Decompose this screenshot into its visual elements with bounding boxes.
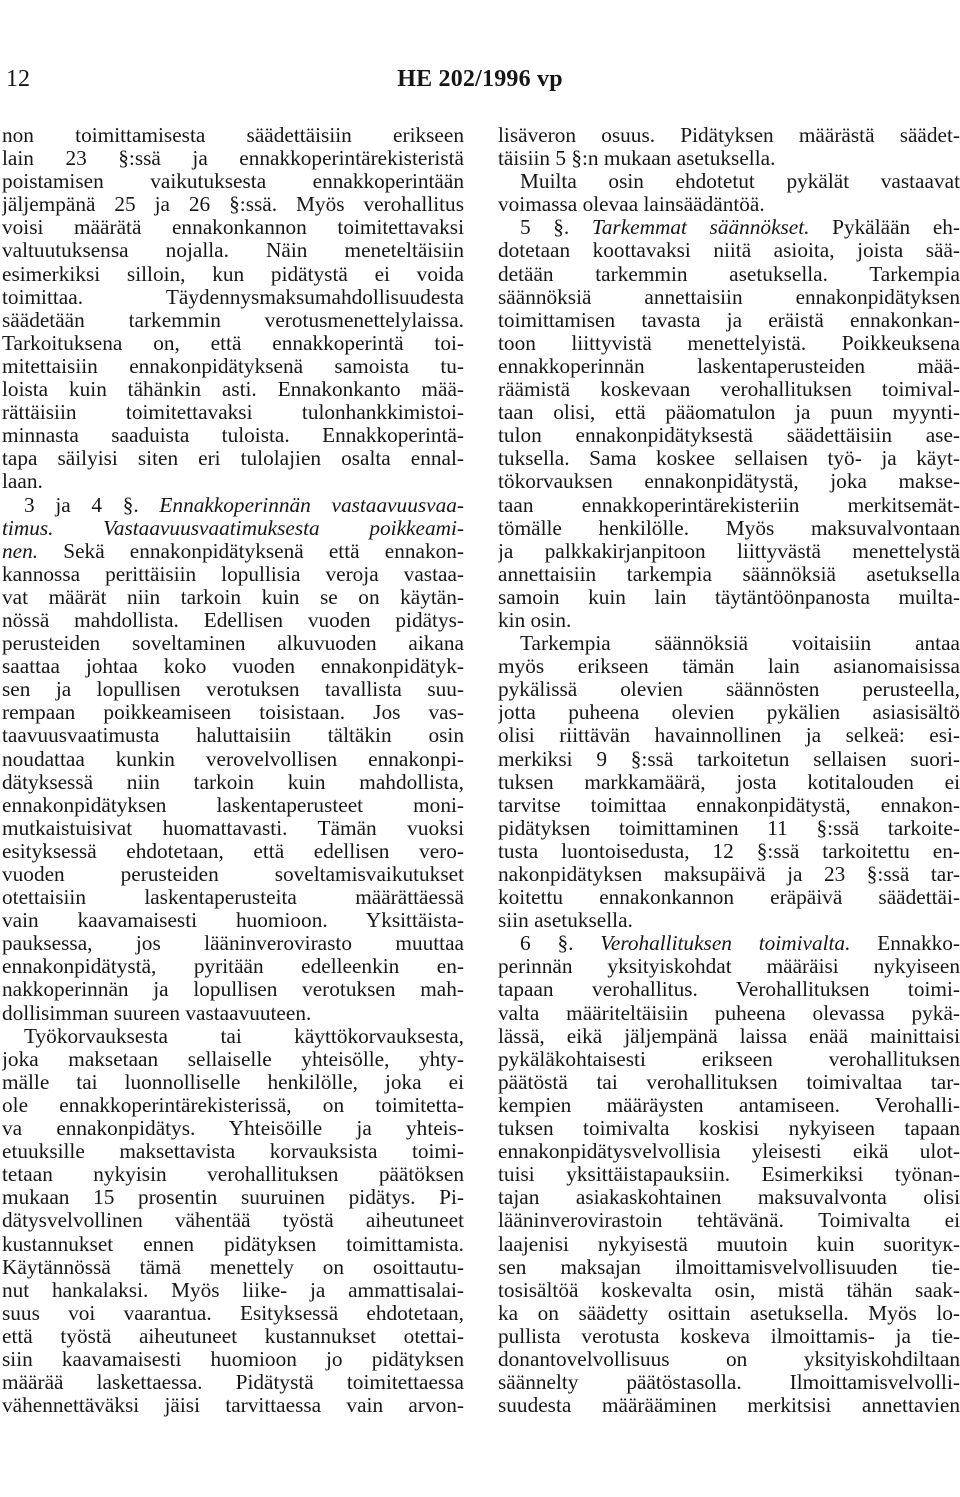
text-line: tuisi yksittäistapauksiin. Esimerkiksi työnan-: [498, 1163, 960, 1187]
text-line: lisäveron osuus. Pidätyksen määrästä säädet-: [498, 124, 960, 147]
text-line: määrää laskettaessa. Pidätystä toimitettaessa: [2, 1371, 464, 1395]
text-line: rättäisiin toimitettavaksi tulonhankkimistoi-: [2, 401, 464, 425]
text-line: non toimittamisesta säädettäisiin erikseen: [2, 124, 464, 147]
text-line: myös erikseen tämän lain asianomaisissa: [498, 655, 960, 679]
text-line: vat määrät niin tarkoin kuin se on käytän-: [2, 585, 464, 609]
text-line: taan ennakkoperintärekisteriin merkitsemät-: [498, 493, 960, 517]
page-number: 12: [6, 66, 30, 92]
text-line: dollisimman suureen vastaavuuteen.: [2, 1001, 312, 1025]
text-line: esityksessä ehdotetaan, että edellisen vero-: [2, 839, 464, 863]
text-line: päätöstä tai verohallituksen toimivaltaa tar-: [498, 1070, 960, 1094]
text-line: räämistä koskevaan verohallituksen toimival-: [498, 378, 960, 402]
text-line: valta määriteltäisiin puheena olevassa pykä-: [498, 1001, 960, 1025]
text-line: nakonpidätyksen maksupäivä ja 23 §:ssä tar-: [498, 863, 960, 886]
text-line: sen ja lopullisen verotuksen tavallista suu-: [2, 678, 464, 702]
text-line: tusta luontoisedusta, 12 §:ssä tarkoitettu en-: [498, 839, 960, 863]
text-line: laan.: [2, 470, 43, 494]
text-line: nössä mahdollista. Edellisen vuoden pidätys-: [2, 608, 464, 632]
text-line: täisiin 5 §:n mukaan asetuksella.: [498, 147, 776, 171]
text-line: poistamisen vaikutuksesta ennakkoperintään: [2, 170, 464, 194]
text-line: voimassa olevaa lainsäädäntöä.: [498, 193, 765, 217]
text-line: säädetään tarkemmin verotusmenettelylaissa.: [2, 308, 464, 332]
text-line: pidätyksen toimittaminen 11 §:ssä tarkoite-: [498, 816, 960, 840]
text-line: ennakonpidätystä, pyritään edelleenkin en-: [2, 955, 464, 979]
text-line: lääninverovirastoin tehtävänä. Toimivalta ei: [498, 1209, 960, 1233]
text-line: tapaan verohallitus. Verohallituksen toimi-: [498, 978, 960, 1002]
left-text-column: [2, 124, 464, 1417]
text-line: pykäläkohtaisesti erikseen verohallituksen: [498, 1047, 960, 1071]
text-line: lain 23 §:ssä ja ennakkoperintärekisteristä: [2, 147, 464, 171]
right-text-column: [498, 124, 960, 1417]
text-line: tosisältöä koskevalta osin, mistä tähän saak-: [498, 1278, 960, 1302]
text-line: perusteiden soveltaminen alkuvuoden aikana: [2, 632, 464, 656]
text-line: vain kaavamaisesti huomioon. Yksittäista-: [2, 909, 464, 933]
text-line: mälle tai luonnolliselle henkilölle, joka ei: [2, 1070, 464, 1094]
text-line: jotta puheena olevien pykälien asiasisältö: [498, 701, 960, 725]
text-line: toimittaa. Täydennysmaksumahdollisuudesta: [2, 285, 464, 309]
text-line: ja palkkakirjanpitoon liittyvästä menettelystä: [498, 539, 960, 563]
text-line: laajenisi nykyisestä muutoin kuin suoritук-: [498, 1232, 960, 1256]
text-line: kannossa perittäisiin lopullisia veroja vastaa-: [2, 562, 464, 586]
text-line: Tarkempia säännöksiä voitaisiin antaa: [520, 632, 960, 656]
text-line: 3 ja 4 §. Ennakkoperinnän vastaavuusvaa-: [24, 493, 464, 517]
text-line: säännelty päätöstasolla. Ilmoittamisvelvolli-: [498, 1371, 960, 1395]
text-line: sen maksajan ilmoittamisvelvollisuuden tie-: [498, 1255, 960, 1279]
text-line: nen. Sekä ennakonpidätyksenä että ennakon-: [2, 539, 464, 563]
text-line: dotetaan koottavaksi niitä asioita, joista sää-: [498, 239, 960, 263]
text-line: vähennettäväksi jäisi tarvittaessa vain arvon-: [2, 1394, 464, 1418]
text-line: merkiksi 9 §:ssä tarkoitetun sellaisen suori-: [498, 747, 960, 771]
text-line: lässä, eikä jäljempänä laissa enää mainittaisi: [498, 1024, 960, 1048]
text-line: siin asetuksella.: [498, 909, 633, 933]
text-line: koitettu ennakonkannon eräpäivä säädettäi-: [498, 886, 960, 910]
text-line: ennakkoperinnän laskentaperusteiden mää-: [498, 354, 960, 378]
text-line: minnasta saaduista tuloista. Ennakkoperintä-: [2, 424, 464, 448]
text-line: saattaa johtaa koko vuoden ennakonpidätyk-: [2, 655, 464, 679]
text-line: Käytännössä tämä menettely on osoittautu-: [2, 1255, 464, 1279]
text-line: pauksessa, jos lääninverovirasto muuttaa: [2, 932, 464, 956]
text-line: esimerkiksi silloin, kun pidätystä ei voida: [2, 262, 464, 286]
text-line: annettaisiin tarkempia säännöksiä asetuksella: [498, 562, 960, 586]
text-line: ennakonpidätysvelvollisia yleisesti eikä ulot-: [498, 1140, 960, 1164]
text-line: tulon ennakonpidätyksestä säädettäisiin ase-: [498, 424, 960, 448]
text-line: voisi määrätä ennakonkannon toimitettavaksi: [2, 216, 464, 240]
text-line: detään tarkemmin asetuksella. Tarkempia: [498, 262, 960, 286]
text-line: 6 §. Verohallituksen toimivalta. Ennakko-: [520, 932, 960, 956]
text-line: tuksen toimivalta koskisi nykyiseen tapaan: [498, 1117, 960, 1141]
text-line: suus voi vaarantua. Esityksessä ehdotetaan,: [2, 1301, 464, 1325]
text-line: kempien määräysten antamiseen. Verohalli-: [498, 1093, 960, 1117]
text-line: kustannukset ennen pidätyksen toimittamista.: [2, 1232, 464, 1256]
text-line: Tarkoituksena on, että ennakkoperintä toi-: [2, 331, 464, 355]
text-line: jäljempänä 25 ja 26 §:ssä. Myös verohallitus: [2, 193, 464, 217]
text-line: tuksen markkamäärä, josta kotitalouden ei: [498, 770, 960, 794]
text-line: säännöksiä annettaisiin ennakonpidätyksen: [498, 285, 960, 309]
text-line: vuoden perusteiden soveltamisvaikutukset: [2, 863, 464, 886]
text-line: tökorvauksen ennakonpidätystä, joka makse-: [498, 470, 960, 494]
text-line: toon liittyvistä menettelyistä. Poikkeuksena: [498, 331, 960, 355]
text-line: taan olisi, että pääomatulon ja puun myynti-: [498, 401, 960, 425]
text-line: ka on säädetty osittain asetuksella. Myös lo-: [498, 1301, 960, 1325]
text-line: nakkoperinnän ja lopullisen verotuksen mah-: [2, 978, 464, 1002]
text-line: va ennakonpidätys. Yhteisöille ja yhteis-: [2, 1117, 464, 1141]
text-line: siin kaavamaisesti huomioon jo pidätyksen: [2, 1347, 464, 1371]
text-line: mutkaistuisivat huomattavasti. Tämän vuoksi: [2, 816, 464, 840]
text-line: tapa säilyisi siten eri tulolajien osalta ennal-: [2, 447, 464, 471]
text-line: tömälle henkilölle. Myös maksuvalvontaan: [498, 516, 960, 540]
text-line: tajan asiakaskohtainen maksuvalvonta olisi: [498, 1186, 960, 1210]
text-line: otettaisiin laskentaperusteita määrättäessä: [2, 886, 464, 910]
text-line: joka maksetaan sellaiselle yhteisölle, yhty-: [2, 1047, 464, 1071]
text-line: loista kuin tähänkin asti. Ennakonkanto mää-: [2, 378, 464, 402]
text-line: pykälissä olevien säännösten perusteella,: [498, 678, 960, 702]
text-line: mitettaisiin ennakonpidätyksenä samoista tu-: [2, 354, 464, 378]
text-line: dätyksessä niin tarkoin kuin mahdollista,: [2, 770, 464, 794]
text-line: tarvitse toimittaa ennakonpidätystä, ennakon-: [498, 793, 960, 817]
text-line: pullista verotusta koskeva ilmoittamis- ja tie-: [498, 1324, 960, 1348]
text-line: dätysvelvollinen vähentää työstä aiheutuneet: [2, 1209, 464, 1233]
text-line: 5 §. Tarkemmat säännökset. Pykälään eh-: [520, 216, 960, 240]
text-line: timus. Vastaavuusvaatimuksesta poikkeami-: [2, 516, 464, 540]
text-line: nut hankalaksi. Myös liike- ja ammattisalai-: [2, 1278, 464, 1302]
text-line: toimittamisen tavasta ja eräistä ennakonkan-: [498, 308, 960, 332]
text-line: perinnän yksityiskohdat määräisi nykyiseen: [498, 955, 960, 979]
text-line: samoin kuin lain täytäntöönpanosta muilta-: [498, 585, 960, 609]
text-line: kin osin.: [498, 608, 572, 632]
text-line: tetaan nykyisin verohallituksen päätöksen: [2, 1163, 464, 1187]
text-line: rempaan poikkeamiseen toisistaan. Jos vas-: [2, 701, 464, 725]
text-line: ole ennakkoperintärekisterissä, on toimitetta-: [2, 1093, 464, 1117]
text-line: suudesta määrääminen merkitsisi annettavien: [498, 1394, 960, 1418]
text-line: taavuusvaatimusta haluttaisiin tältäkin osin: [2, 724, 464, 748]
text-line: Työkorvauksesta tai käyttökorvauksesta,: [24, 1024, 464, 1048]
text-line: valtuutuksensa nojalla. Näin meneteltäisiin: [2, 239, 464, 263]
text-line: noudattaa kunkin verovelvollisen ennakonpi-: [2, 747, 464, 771]
text-line: että työstä aiheutuneet kustannukset otettai-: [2, 1324, 464, 1348]
text-line: olisi riittävän havainnollinen ja selkeä: esi-: [498, 724, 960, 748]
text-line: tuksella. Sama koskee sellaisen työ- ja käyt-: [498, 447, 960, 471]
text-line: mukaan 15 prosentin suuruinen pidätys. Pi-: [2, 1186, 464, 1210]
text-line: Muilta osin ehdotetut pykälät vastaavat: [520, 170, 960, 194]
text-line: donantovelvollisuus on yksityiskohdiltaan: [498, 1347, 960, 1371]
text-line: ennakonpidätyksen laskentaperusteet moni-: [2, 793, 464, 817]
document-id: HE 202/1996 vp: [397, 66, 563, 92]
text-line: etuuksille maksettavista korvauksista toimi-: [2, 1140, 464, 1164]
